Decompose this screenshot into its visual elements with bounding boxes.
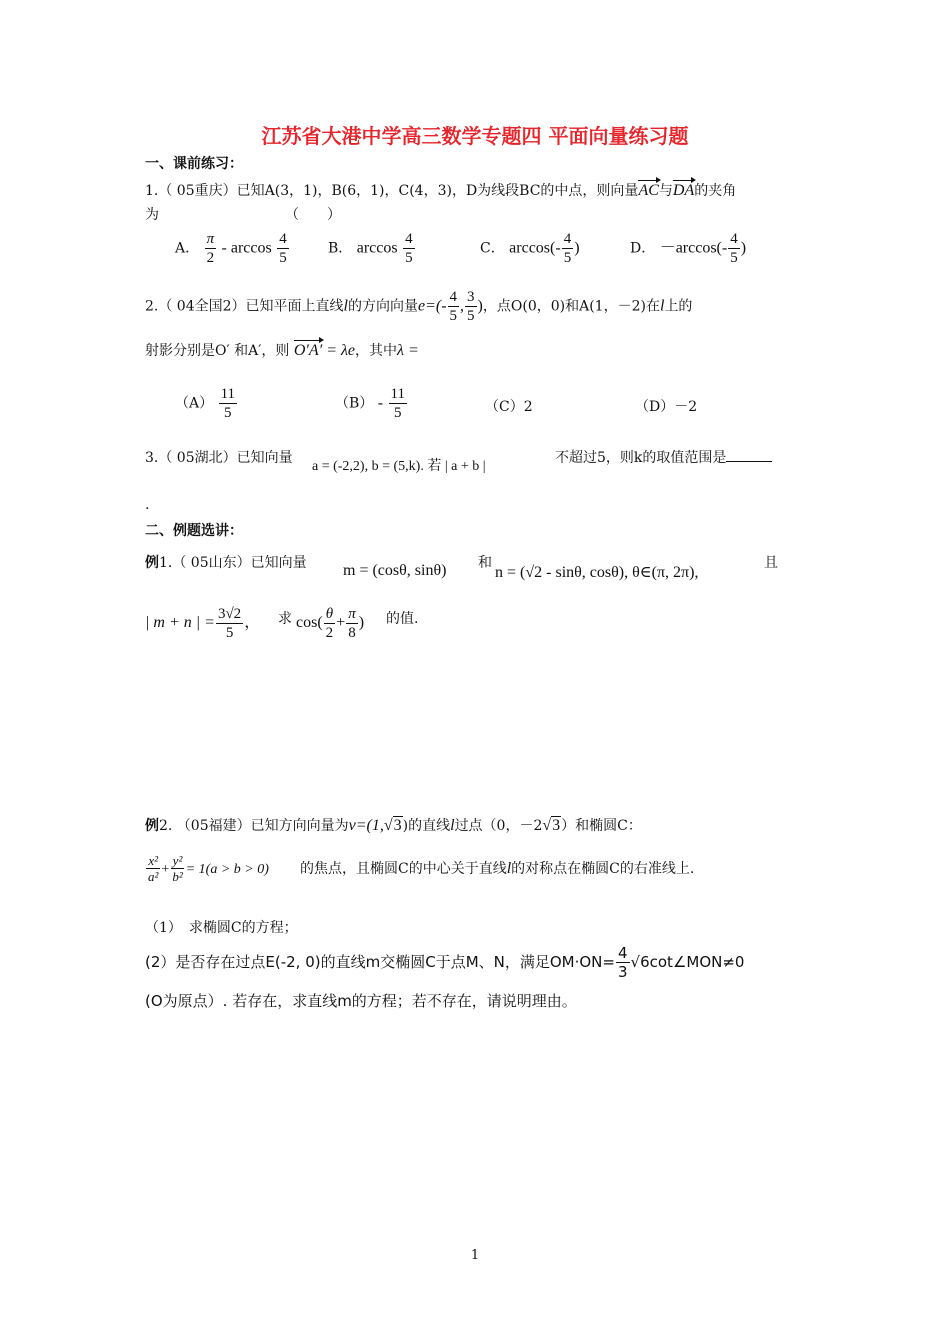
example-2-part-1: （1） 求椭圆C的方程； [145, 920, 298, 936]
example-1-condition: | m + n | = $\frac{3√2}{5}$ ， [145, 606, 261, 641]
question-2-option-b: （B） - $\frac{11}{5}$ [335, 386, 405, 421]
question-1-option-a: A． $\frac{\pi}{2}$ - arccos $\frac{4}{5}$ [175, 231, 287, 266]
question-2-stem: 2.（ 04全国2）已知平面上直线l的方向向量e=(- $\frac{4}{5}$ , $\frac{3}{5}$ )，点O(0，0)和A(1，－2)在l上的 [145, 289, 693, 324]
example-2-stem-cont: 的焦点，且椭圆C的中心关于直线l的对称点在椭圆C的右准线上. [300, 860, 695, 877]
answer-blank [726, 449, 772, 462]
example-1-qiu: 求 [278, 611, 292, 627]
section-heading-examples: 二、例题选讲： [145, 523, 243, 539]
question-1-option-d: D． －arccos(- $\frac{4}{5}$ ) [630, 231, 747, 266]
question-2-option-c: （C）2 [485, 399, 533, 415]
vector-oa-prime: O′A′ [293, 342, 323, 359]
example-2-part-2: (2）是否存在过点E(-2, 0)的直线m交椭圆C于点M、N，满足OM·ON= $\frac{4}{3}$ √6cot∠MON≠0 [145, 944, 745, 981]
example-1-stem: 例1.（ 05山东）已知向量 [145, 555, 307, 571]
example-2-stem: 例2. （05福建）已知方向向量为v=(1,√3)的直线l过点（0，－2√3）和椭圆C： [145, 817, 642, 834]
question-2-option-d: （D）－2 [635, 399, 698, 415]
page-number: 1 [470, 1248, 480, 1263]
question-3-math: a = (-2,2), b = (5,k). 若 | a + b | [312, 459, 486, 474]
page-title: 江苏省大港中学高三数学专题四 平面向量练习题 [261, 124, 689, 148]
question-3-end: . [145, 497, 150, 513]
answer-paren: （ ） [285, 207, 341, 223]
question-2-option-a: （A） $\frac{11}{5}$ [175, 386, 236, 421]
vector-ac: AC [638, 182, 659, 199]
question-1-option-c: C． arccos(- $\frac{4}{5}$ ) [480, 231, 580, 266]
question-3-stem: 3.（ 05湖北）已知向量 [145, 450, 293, 466]
section-heading-practice: 一、课前练习： [145, 156, 243, 172]
question-1-stem: 1.（ 05重庆）已知A(3，1)，B(6，1)，C(4，3)，D为线段BC的中点，则向量AC与DA的夹角 [145, 182, 737, 199]
example-1-qie: 且 [764, 555, 778, 571]
question-2-stem-cont: 射影分别是O′ 和A′，则 O′A′ = λe，其中λ = [145, 342, 419, 359]
example-1-target: cos( $\frac{\theta}{2}$ + $\frac{\pi}{8}$ ) [296, 606, 365, 641]
question-1-stem-cont: 为 [145, 207, 159, 223]
question-3-stem-cont: 不超过5，则k的取值范围是 [555, 447, 772, 467]
vector-da: DA [672, 182, 695, 199]
example-1-and: 和 [478, 555, 492, 571]
example-1-vector-m: m = (cosθ, sinθ) [343, 562, 447, 579]
example-2-ellipse-equation: $\frac{\text{x²}}{\text{a²}}$ + $\frac{\text{y²}}{\text{b²}}$ = 1(a > b > 0) [148, 853, 269, 884]
example-2-part-2-cont: (O为原点）. 若存在，求直线m的方程；若不存在，请说明理由。 [145, 992, 577, 1010]
example-1-vector-n: n = (√2 - sinθ, cosθ), θ∈(π, 2π), [495, 564, 699, 581]
question-1-option-b: B． arccos $\frac{4}{5}$ [328, 231, 413, 266]
example-1-tail: 的值. [386, 611, 419, 627]
